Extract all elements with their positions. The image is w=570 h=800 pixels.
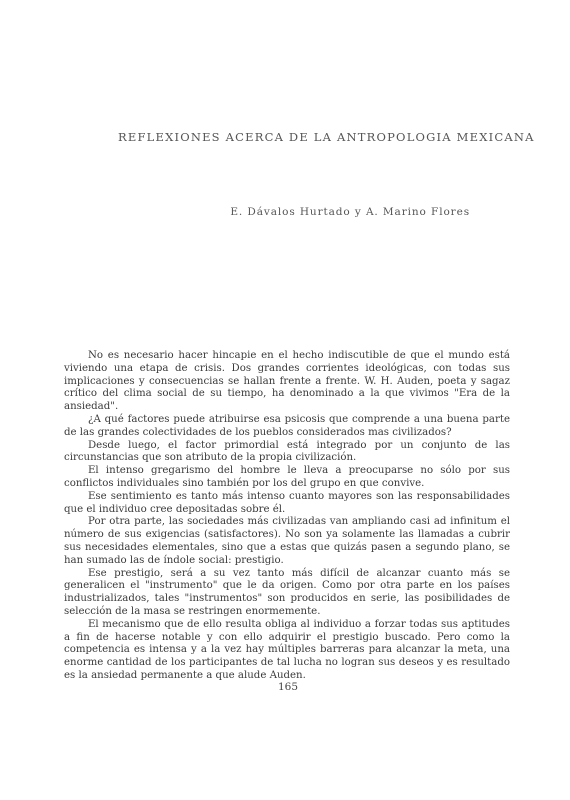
paragraph: Desde luego, el factor primordial está integrado por un conjunto de las circunstancias que son atributo de la propia civilización.: [64, 439, 510, 464]
paragraph: Ese sentimiento es tanto más intenso cuanto mayores son las responsabilidades que el individuo cree depositadas sobre él.: [64, 490, 510, 515]
article-body: [64, 350, 510, 683]
paragraph: No es necesario hacer hincapie en el hecho indiscutible de que el mundo está viviendo una etapa de crisis. Dos grandes corrientes ideológicas, con todas sus implicaciones y consecuencias se hallan frente a frente. W. H. Auden, poeta y sagaz crítico del clima social de su tiempo, ha denominado a la que vivimos "Era de la ansiedad".: [64, 350, 510, 413]
paragraph: El intenso gregarismo del hombre le lleva a preocuparse no sólo por sus conflictos individuales sino también por los del grupo en que convive.: [64, 465, 510, 489]
page-number: 165: [277, 681, 299, 693]
paragraph: El mecanismo que de ello resulta obliga al individuo a forzar todas sus aptitudes a fin de hacerse notable y con ello adquirir el prestigio buscado. Pero como la competencia es intensa y a la vez hay múltiples barreras para alcanzar la meta, una enorme cantidad de los participantes de tal lucha no logran sus deseos y es resultado es la ansiedad permanente a que alude Auden.: [64, 618, 510, 681]
article-authors: E. Dávalos Hurtado y A. Marino Flores: [230, 206, 470, 218]
paragraph: Por otra parte, las sociedades más civilizadas van ampliando casi ad infinitum el número de sus exigencias (satisfactores). No son ya solamente las llamadas a cubrir sus necesidades elementales, sino que a estas que quizás pasen a segundo plano, se han sumado las de índole social: prestigio.: [64, 516, 510, 566]
paragraph: ¿A qué factores puede atribuirse esa psicosis que comprende a una buena parte de las grandes colectividades de los pueblos considerados mas civilizados?: [64, 413, 510, 438]
paragraph: Ese prestigio, será a su vez tanto más difícil de alcanzar cuanto más se generalicen el "instrumento" que le da origen. Como por otra parte en los países industrializados, tales "instrumentos" son producidos en serie, las posibilidades de selección de la masa se restringen enormemente.: [64, 567, 510, 617]
article-title: REFLEXIONES ACERCA DE LA ANTROPOLOGIA MEXICANA: [118, 130, 535, 144]
